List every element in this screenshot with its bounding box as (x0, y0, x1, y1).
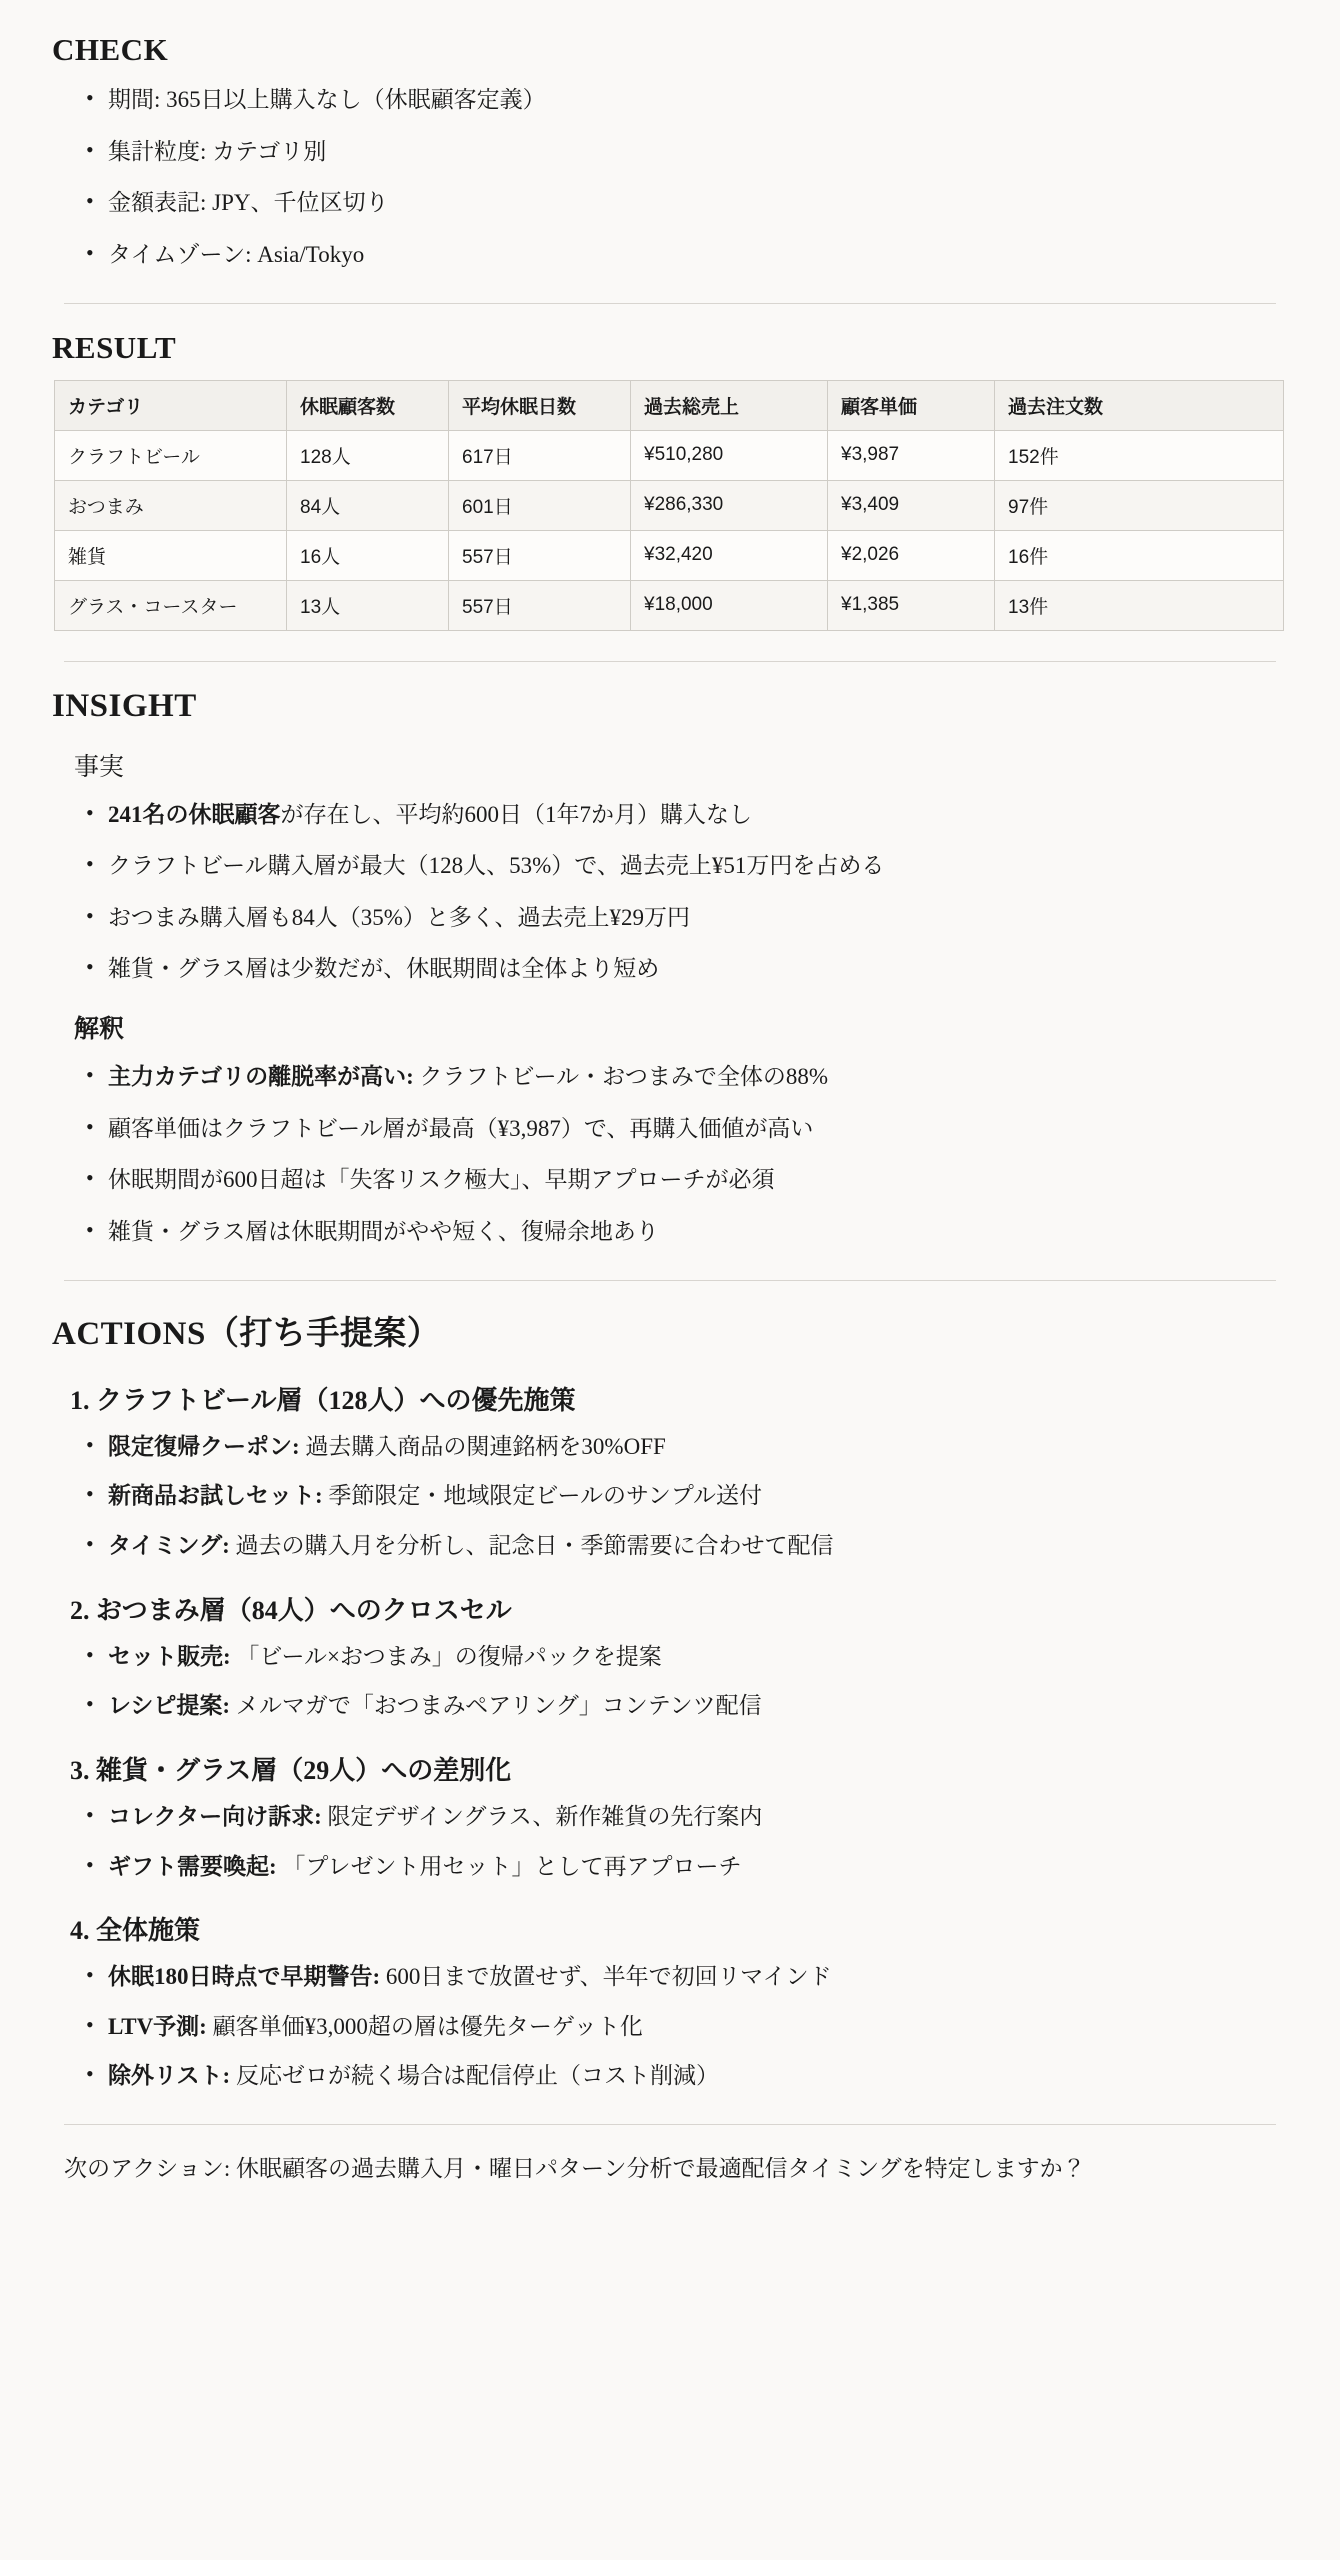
cell-order-count: 16件 (995, 530, 1284, 580)
item-text: メルマガで「おつまみペアリング」コンテンツ配信 (230, 1693, 762, 1719)
cell-order-count: 13件 (995, 580, 1284, 630)
list-item (86, 1059, 1300, 1095)
list-item (86, 848, 1300, 884)
item-label: 休眠180日時点で早期警告: (108, 1964, 381, 1990)
table-header-row (55, 380, 1284, 430)
item-text: 顧客単価はクラフトビール層が最高（¥3,987）で、再購入価値が高い (108, 1115, 814, 1141)
list-item (86, 237, 1300, 273)
action-group-list-2 (40, 1639, 1300, 1724)
item-label: レシピ提案: (108, 1693, 231, 1719)
divider (64, 1280, 1276, 1281)
check-heading: CHECK (52, 32, 169, 67)
item-text: 限定デザイングラス、新作雑貨の先行案内 (321, 1803, 763, 1829)
list-item (86, 1959, 1300, 1995)
action-group-title-1: 1. クラフトビール層（128人）への優先施策 (70, 1385, 576, 1415)
item-text: 「ビール×おつまみ」の復帰パックを提案 (230, 1643, 662, 1669)
cell-arpu: ¥3,987 (828, 430, 995, 480)
table-row (55, 530, 1284, 580)
item-text: カテゴリ別 (206, 138, 327, 164)
insight-heading: INSIGHT (52, 687, 197, 724)
result-table (54, 380, 1284, 631)
item-text: 休眠期間が600日超は「失客リスク極大」、早期アプローチが必須 (108, 1167, 775, 1193)
next-action-note (64, 2151, 1276, 2187)
item-label: タイミング: (108, 1532, 230, 1558)
column-header: 過去注文数 (995, 380, 1284, 430)
cell-total-sales: ¥286,330 (631, 480, 828, 530)
table-row (55, 580, 1284, 630)
interpretation-subheading: 解釈 (74, 1016, 125, 1044)
column-header: 顧客単価 (828, 380, 995, 430)
cell-category: グラス・コースター (55, 580, 287, 630)
interpretation-list (40, 1059, 1300, 1250)
divider (64, 2124, 1276, 2125)
item-text: 雑貨・グラス層は少数だが、休眠期間は全体より短め (108, 956, 660, 982)
action-group-list-4 (40, 1959, 1300, 2094)
list-item (86, 1429, 1300, 1465)
list-item (86, 2058, 1300, 2094)
column-header: 休眠顧客数 (287, 380, 449, 430)
cell-arpu: ¥2,026 (828, 530, 995, 580)
cell-dormant-count: 84人 (287, 480, 449, 530)
item-label: ギフト需要喚起: (108, 1853, 277, 1879)
list-item (86, 1849, 1300, 1885)
cell-avg-days: 557日 (449, 580, 631, 630)
item-text: が存在し、平均約600日（1年7か月）購入なし (280, 801, 752, 827)
result-section (40, 330, 1300, 631)
column-header: 過去総売上 (631, 380, 828, 430)
item-text: 雑貨・グラス層は休眠期間がやや短く、復帰余地あり (108, 1219, 659, 1245)
cell-category: おつまみ (55, 480, 287, 530)
item-text: Asia/Tokyo (251, 241, 365, 267)
check-list (40, 82, 1300, 273)
divider (64, 303, 1276, 304)
cell-dormant-count: 13人 (287, 580, 449, 630)
item-label: 期間: (108, 87, 161, 112)
list-item (86, 797, 1300, 833)
item-text: おつまみ購入層も84人（35%）と多く、過去売上¥29万円 (108, 904, 690, 930)
column-header: 平均休眠日数 (449, 380, 631, 430)
item-label: 金額表記: (108, 190, 207, 216)
cell-category: クラフトビール (55, 430, 287, 480)
next-action-label: 次のアクション: (64, 2156, 231, 2182)
item-text: 「プレゼント用セット」として再アプローチ (276, 1853, 742, 1879)
result-table-wrap (54, 380, 1286, 631)
item-label: 除外リスト: (108, 2063, 231, 2089)
item-text: JPY、千位区切り (206, 190, 389, 216)
column-header: カテゴリ (55, 380, 287, 430)
cell-dormant-count: 128人 (287, 430, 449, 480)
item-label: コレクター向け訴求: (108, 1803, 322, 1829)
item-label: 241名の休眠顧客 (108, 801, 281, 827)
list-item (86, 1111, 1300, 1147)
list-item (86, 1478, 1300, 1514)
table-head (55, 380, 1284, 430)
list-item (86, 951, 1300, 987)
action-group-list-1 (40, 1429, 1300, 1564)
cell-total-sales: ¥510,280 (631, 430, 828, 480)
table-row (55, 480, 1284, 530)
item-label: セット販売: (108, 1643, 231, 1669)
actions-section (40, 1307, 1300, 2094)
cell-order-count: 152件 (995, 430, 1284, 480)
list-item (86, 900, 1300, 936)
check-section (40, 32, 1300, 273)
item-text: クラフトビール・おつまみで全体の88% (413, 1064, 829, 1090)
action-group-title-3: 3. 雑貨・グラス層（29人）への差別化 (70, 1755, 512, 1785)
item-label: 限定復帰クーポン: (108, 1433, 300, 1459)
list-item (86, 82, 1300, 118)
item-text: 反応ゼロが続く場合は配信停止（コスト削減） (230, 2063, 719, 2089)
list-item (86, 134, 1300, 170)
cell-order-count: 97件 (995, 480, 1284, 530)
table-row (55, 430, 1284, 480)
list-item (86, 2009, 1300, 2045)
cell-arpu: ¥3,409 (828, 480, 995, 530)
item-text: 600日まで放置せず、半年で初回リマインド (380, 1964, 832, 1990)
cell-total-sales: ¥18,000 (631, 580, 828, 630)
action-group-title-4: 4. 全体施策 (70, 1916, 201, 1946)
cell-avg-days: 617日 (449, 430, 631, 480)
list-item (86, 185, 1300, 221)
facts-subheading: 事実 (74, 753, 125, 781)
item-label: LTV予測: (108, 2013, 207, 2039)
item-text: 季節限定・地域限定ビールのサンプル送付 (322, 1483, 762, 1509)
cell-avg-days: 557日 (449, 530, 631, 580)
list-item (86, 1799, 1300, 1835)
cell-arpu: ¥1,385 (828, 580, 995, 630)
list-item (86, 1639, 1300, 1675)
item-text: 365日以上購入なし（休眠顧客定義） (160, 87, 546, 112)
action-group-title-2: 2. おつまみ層（84人）へのクロスセル (70, 1595, 512, 1625)
item-label: 主力カテゴリの離脱率が高い: (108, 1064, 414, 1090)
list-item (86, 1528, 1300, 1564)
table-body (55, 430, 1284, 630)
cell-dormant-count: 16人 (287, 530, 449, 580)
item-label: タイムゾーン: (108, 241, 252, 267)
item-text: 過去の購入月を分析し、記念日・季節需要に合わせて配信 (229, 1532, 834, 1558)
item-label: 集計粒度: (108, 138, 207, 164)
cell-avg-days: 601日 (449, 480, 631, 530)
list-item (86, 1688, 1300, 1724)
cell-category: 雑貨 (55, 530, 287, 580)
cell-total-sales: ¥32,420 (631, 530, 828, 580)
divider (64, 661, 1276, 662)
actions-heading: ACTIONS（打ち手提案） (52, 1315, 441, 1352)
item-text: クラフトビール購入層が最大（128人、53%）で、過去売上¥51万円を占める (108, 853, 885, 879)
list-item (86, 1162, 1300, 1198)
insight-section (40, 688, 1300, 1250)
result-heading: RESULT (52, 329, 177, 365)
action-group-list-3 (40, 1799, 1300, 1884)
item-text: 過去購入商品の関連銘柄を30%OFF (299, 1433, 666, 1459)
item-label: 新商品お試しセット: (108, 1483, 323, 1509)
facts-list (40, 797, 1300, 988)
next-action-text: 休眠顧客の過去購入月・曜日パターン分析で最適配信タイミングを特定しますか？ (230, 2156, 1086, 2182)
list-item (86, 1214, 1300, 1250)
item-text: 顧客単価¥3,000超の層は優先ターゲット化 (206, 2013, 643, 2039)
